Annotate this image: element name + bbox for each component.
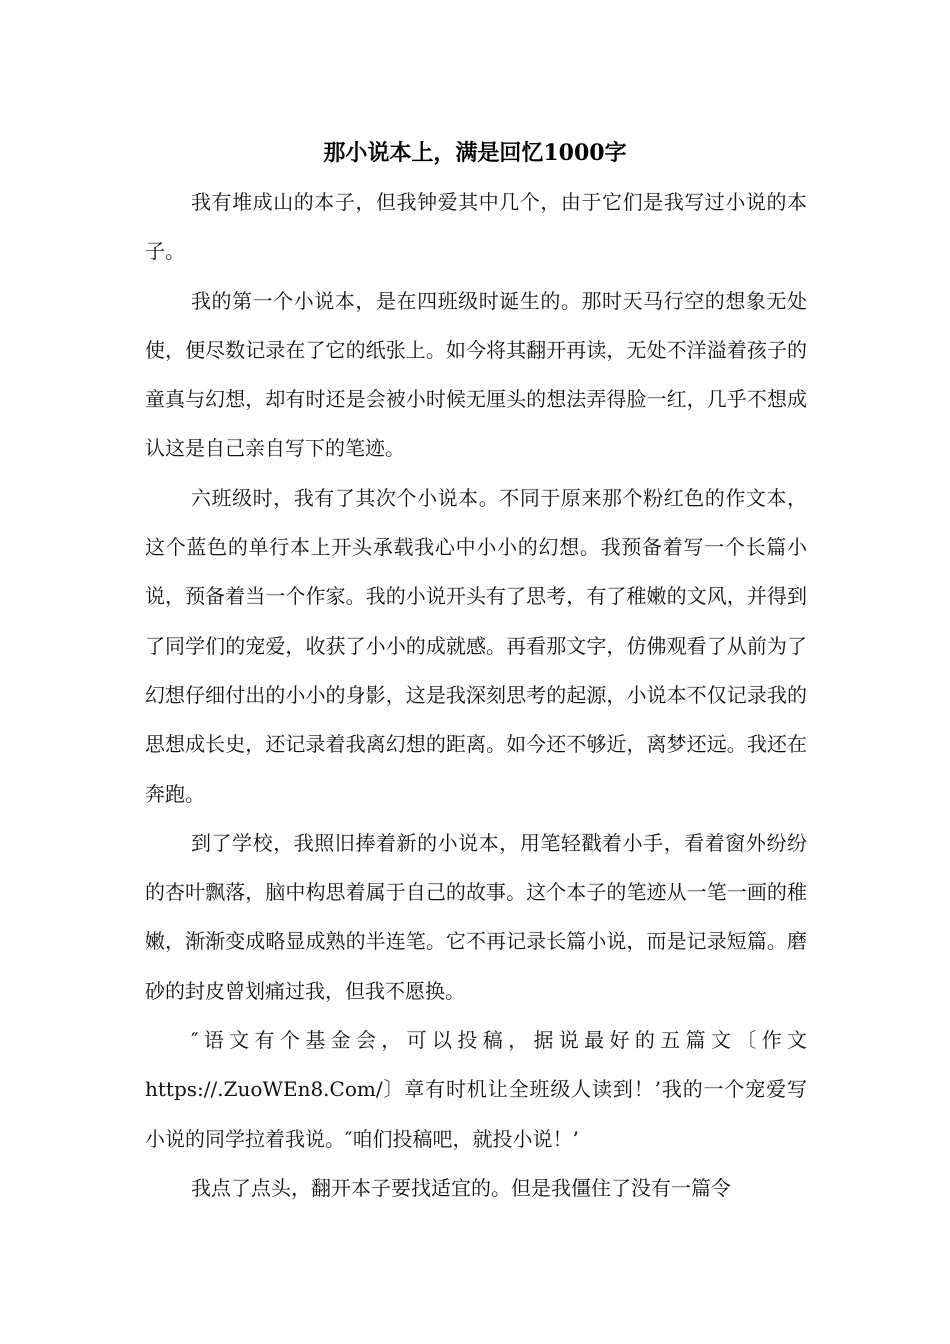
document-body: [145, 178, 807, 1213]
paragraph: 六班级时，我有了其次个小说本。不同于原来那个粉红色的作文本，这个蓝色的单行本上开头承载我心中小小的幻想。我预备着写一个长篇小说，预备着当一个作家。我的小说开头有了思考，有了稚嫩的文风，并得到了同学们的宠爱，收获了小小的成就感。再看那文字，仿佛观看了从前为了幻想仔细付出的小小的身影，这是我深刻思考的起源，小说本不仅记录我的思想成长史，还记录着我离幻想的距离。如今还不够近，离梦还远。我还在奔跑。: [145, 485, 807, 806]
paragraph: 到了学校，我照旧捧着新的小说本，用笔轻戳着小手，看着窗外纷纷的杏叶飘落，脑中构思着属于自己的故事。这个本子的笔迹从一笔一画的稚嫩，渐渐变成略显成熟的半连笔。它不再记录长篇小说，而是记录短篇。磨砂的封皮曾划痛过我，但我不愿换。: [145, 830, 807, 1003]
paragraph: 我有堆成山的本子，但我钟爱其中几个，由于它们是我写过小说的本子。: [145, 190, 807, 264]
paragraph: ″语文有个基金会，可以投稿，据说最好的五篇文〔作文https://.ZuoWEn8.Com/〕章有时机让全班级人读到！’我的一个宠爱写小说的同学拉着我说。″咱们投稿吧，就投小说！’: [145, 1028, 807, 1151]
paragraph: 我的第一个小说本，是在四班级时诞生的。那时天马行空的想象无处使，便尽数记录在了它的纸张上。如今将其翻开再读，无处不洋溢着孩子的童真与幻想，却有时还是会被小时候无厘头的想法弄得脸一红，几乎不想成认这是自己亲自写下的笔迹。: [145, 288, 807, 461]
paragraph: 我点了点头，翻开本子要找适宜的。但是我僵住了没有一篇令: [191, 1175, 731, 1200]
document-title: 那小说本上，满是回忆1000字: [323, 140, 627, 166]
